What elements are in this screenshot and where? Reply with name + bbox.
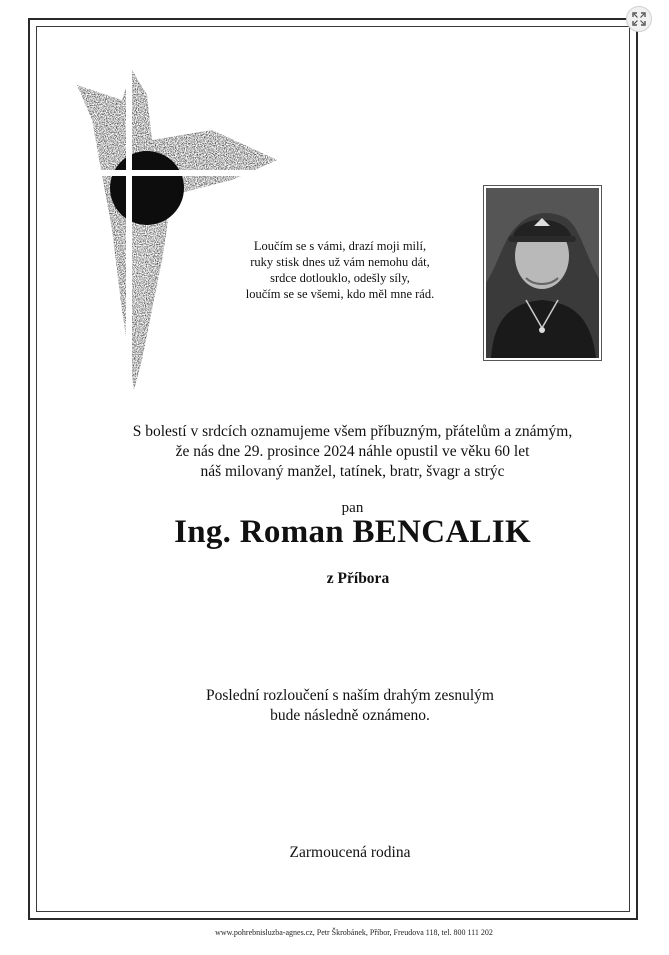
poem-line: srdce dotlouklo, odešly síly,: [270, 271, 410, 285]
farewell-notice: [0, 686, 669, 726]
announcement: [60, 422, 645, 482]
farewell-line: bude následně oznámeno.: [270, 707, 430, 724]
announcement-line: náš milovaný manžel, tatínek, bratr, švagr a strýc: [200, 463, 505, 480]
poem-line: loučím se se všemi, kdo měl mne rád.: [245, 287, 435, 301]
deceased-name: Ing. Roman BENCALIK: [174, 514, 531, 550]
expand-button[interactable]: [626, 6, 652, 32]
signature: Zarmoucená rodina: [289, 844, 411, 861]
footer-contact: www.pohrebnisluzba-agnes.cz, Petr Škrobánek, Příbor, Freudova 118, tel. 800 111 202: [215, 928, 493, 937]
poem-line: ruky stisk dnes už vám nemohu dát,: [250, 255, 430, 269]
poem: [210, 238, 470, 302]
deceased-origin: z Příbora: [326, 570, 390, 587]
honorific: pan: [341, 500, 364, 516]
expand-icon: [632, 12, 646, 26]
poem-line: Loučím se s vámi, drazí moji milí,: [253, 239, 427, 253]
announcement-line: že nás dne 29. prosince 2024 náhle opustil ve věku 60 let: [175, 443, 530, 460]
portrait-photo: [483, 185, 602, 361]
announcement-line: S bolestí v srdcích oznamujeme všem příbuzným, přátelům a známým,: [132, 423, 573, 440]
farewell-line: Poslední rozloučení s naším drahým zesnulým: [206, 687, 494, 704]
